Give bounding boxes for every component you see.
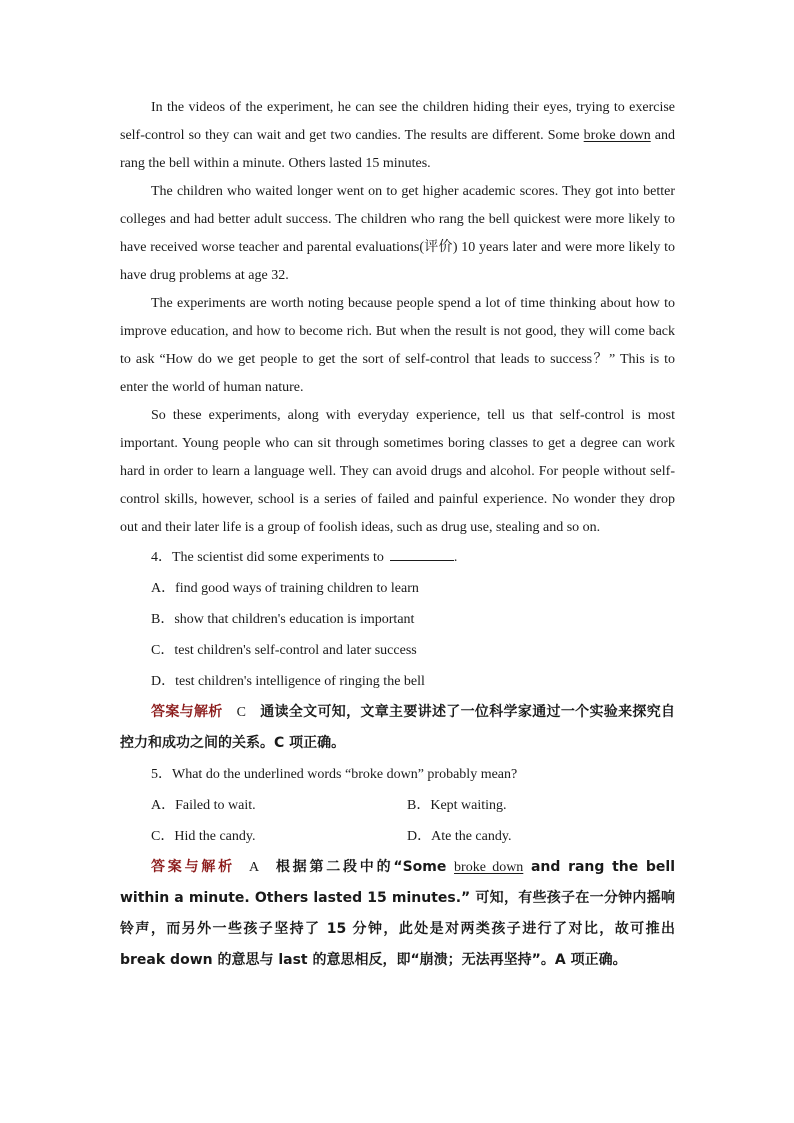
passage-p1-before: In the videos of the experiment, he can see the children hiding their eyes, trying to exercise self-control so they can wait and get two candies. The results are different. Some <box>120 100 675 143</box>
question-5-option-a: A．Failed to wait. <box>151 798 256 813</box>
question-5-options-row-2 <box>120 821 675 852</box>
answer-explanation: 通读全文可知，文章主要讲述了一位科学家通过一个实验来探究自控力和成功之间的关系。C 项正确。 <box>120 704 676 751</box>
answer-blank <box>390 548 454 561</box>
answer-explanation-part-1: 根据第二段中的“Some <box>273 859 455 875</box>
passage-paragraph-3: The experiments are worth noting because people spend a lot of time thinking about how to improve education, and how to become rich. But when the result is not good, they will come back to ask “How do we get people to get the sort of self-control that leads to success？” This is to enter the world of human nature. <box>120 296 675 395</box>
question-4-answer <box>120 697 675 759</box>
question-4-stem-text: 4．The scientist did some experiments to <box>151 550 384 565</box>
question-4-option-b: B．show that children's education is important <box>151 612 415 627</box>
answer-underlined-phrase: broke down <box>454 860 524 875</box>
answer-label: 答案与解析 <box>151 860 235 875</box>
passage-p1-after: and rang the bell within a minute. Others lasted 15 minutes. <box>120 128 675 171</box>
question-5-options-row-1 <box>120 790 675 821</box>
answer-key: C <box>236 705 246 720</box>
passage-paragraph-1 <box>120 94 675 178</box>
question-4-stem <box>120 542 675 573</box>
answer-key: A <box>248 860 260 875</box>
document-page <box>120 94 675 976</box>
question-4-option-a: A．find good ways of training children to learn <box>151 581 419 596</box>
question-4-option-d: D．test children's intelligence of ringing the bell <box>151 674 425 689</box>
passage-paragraph-4: So these experiments, along with everyday experience, tell us that self-control is most important. Young people who can sit through sometimes boring classes to get a degree can work hard in order to learn a language well. They can avoid drugs and alcohol. For people without self-control skills, however, school is a series of failed and painful experience. No wonder they drop out and their later life is a group of foolish ideas, such as drug use, stealing and so on. <box>120 408 675 535</box>
question-5-option-c: C．Hid the candy. <box>151 829 256 844</box>
question-4-stem-end: . <box>453 550 458 565</box>
question-4-option-c: C．test children's self-control and later success <box>151 643 417 658</box>
question-5-answer <box>120 852 675 976</box>
question-5-option-b: B．Kept waiting. <box>407 798 507 813</box>
underlined-phrase: broke down <box>583 128 651 143</box>
passage-paragraph-2: The children who waited longer went on to get higher academic scores. They got into better colleges and had better adult success. The children who rang the bell quickest were more likely to have received worse teacher and parental evaluations(评价) 10 years later and were more likely to have drug problems at age 32. <box>120 184 675 283</box>
question-5-option-d: D．Ate the candy. <box>407 829 512 844</box>
answer-explanation-part-2: and rang the bell within a minute. Others lasted 15 minutes.” 可知，有些孩子在一分钟内摇响铃声，而另外一些孩子坚持了 15 分钟，此处是对两类孩子进行了对比，故可推出 break down 的意思与 last 的意思相反，即“崩溃；无法再坚持”。A 项正确。 <box>120 859 676 968</box>
answer-label: 答案与解析 <box>151 705 223 720</box>
question-5-stem: 5．What do the underlined words “broke down” probably mean? <box>151 767 518 782</box>
